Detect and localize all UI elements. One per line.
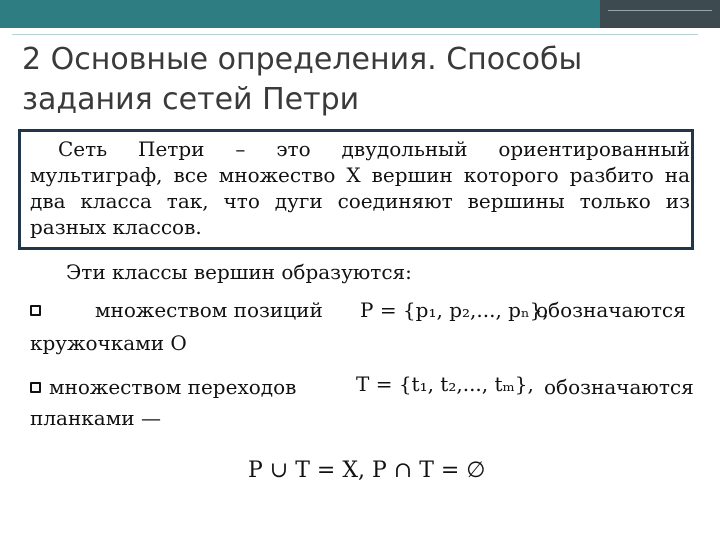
transitions-label: множеством переходов [49,375,297,399]
checkbox-bullet-icon [30,382,41,393]
slide-title: 2 Основные определения. Способы задания сетей Петри [22,42,583,117]
header-corner-line [608,10,712,11]
transitions-note: обозначаются [544,375,694,399]
positions-label: множеством позиций [95,298,323,322]
transitions-item [30,374,296,400]
header-accent-bar [0,0,600,28]
relation-formula: P ∪ T = X, P ∩ T = ∅ [248,458,486,483]
definition-body: Сеть Петри – это двудольный ориентированный мультиграф, все множество X вершин которого разбито на два класса так, что дуги соединяют вершины только из разных классов. [30,137,690,239]
header-dark-bar [600,0,720,28]
transitions-formula: T = {t₁, t₂,..., tₘ}, [356,372,534,396]
positions-note: обозначаются [536,298,686,322]
positions-continuation: кружочками О [30,331,187,355]
classes-intro: Эти классы вершин образуются: [66,260,412,284]
definition-text [30,136,690,240]
header-divider [12,34,698,35]
transitions-continuation: планками — [30,406,161,430]
checkbox-bullet-icon [30,305,41,316]
positions-formula: P = {p₁, p₂,..., pₙ}, [360,298,549,322]
positions-item [30,297,323,323]
